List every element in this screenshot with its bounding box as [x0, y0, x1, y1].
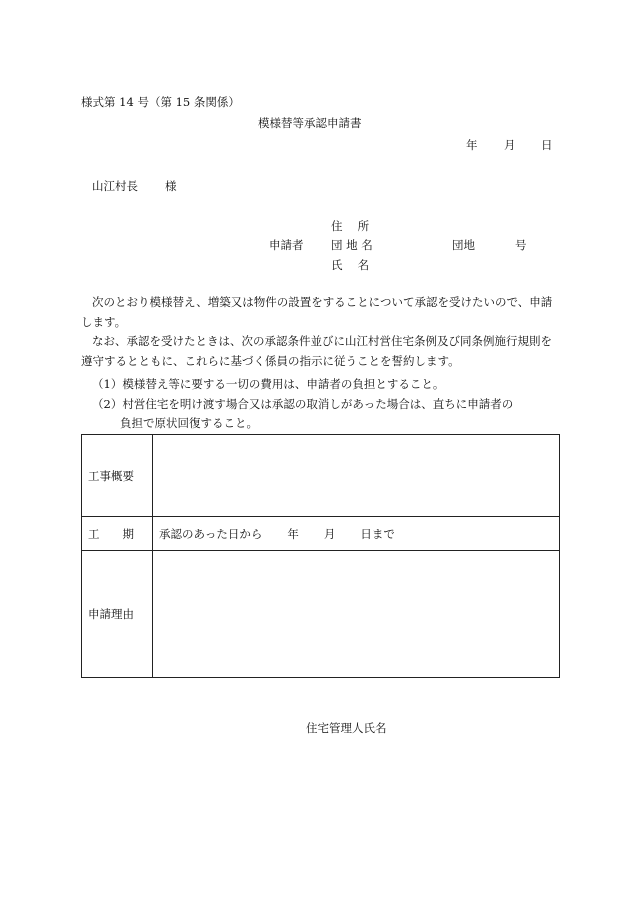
condition-2-line-2: 負担で原状回復すること。 [120, 416, 258, 430]
body-paragraph-1: 次のとおり模様替え、増築又は物件の設置をすることについて承認を受けたいので、申請します。 [81, 295, 553, 329]
date-month-label: 月 [504, 138, 516, 152]
complex-name-label: 団 地 名 [331, 238, 373, 252]
work-summary-field[interactable] [153, 435, 560, 517]
work-summary-label: 工事概要 [82, 435, 153, 517]
period-year: 年 [287, 526, 299, 541]
work-period-row [82, 517, 560, 551]
date-year-label: 年 [466, 138, 478, 152]
complex-unit-label: 団地 [452, 238, 475, 252]
application-table [81, 434, 560, 678]
reason-field[interactable] [153, 551, 560, 678]
reason-row [82, 551, 560, 678]
period-prefix: 承認のあった日から [159, 526, 263, 541]
period-month: 月 [323, 526, 336, 541]
reason-label: 申請理由 [82, 551, 153, 678]
period-suffix: 日まで [360, 526, 395, 541]
work-period-field[interactable] [153, 517, 560, 551]
unit-number-label: 号 [515, 238, 527, 252]
condition-1: （1）模様替え等に要する一切の費用は、申請者の負担とすること。 [92, 377, 445, 391]
applicant-label: 申請者 [269, 238, 304, 252]
work-period-label: 工 期 [82, 517, 153, 551]
body-paragraph-2: なお、承認を受けたときは、次の承認条件並びに山江村営住宅条例及び同条例施行規則を遵守するとともに、これらに基づく係員の指示に従うことを誓約します。 [81, 334, 552, 368]
form-number: 様式第 14 号（第 15 条関係） [81, 95, 240, 109]
name-label: 氏 名 [331, 258, 370, 272]
addressee: 山江村長 [92, 179, 138, 193]
document-title: 模様替等承認申請書 [258, 116, 362, 130]
work-summary-row [82, 435, 560, 517]
housing-manager-name-label: 住宅管理人氏名 [306, 721, 387, 735]
date-day-label: 日 [541, 138, 553, 152]
address-label: 住 所 [331, 219, 370, 233]
addressee-suffix: 様 [165, 179, 177, 193]
condition-2-line-1: （2）村営住宅を明け渡す場合又は承認の取消しがあった場合は、直ちに申請者の [92, 397, 514, 411]
